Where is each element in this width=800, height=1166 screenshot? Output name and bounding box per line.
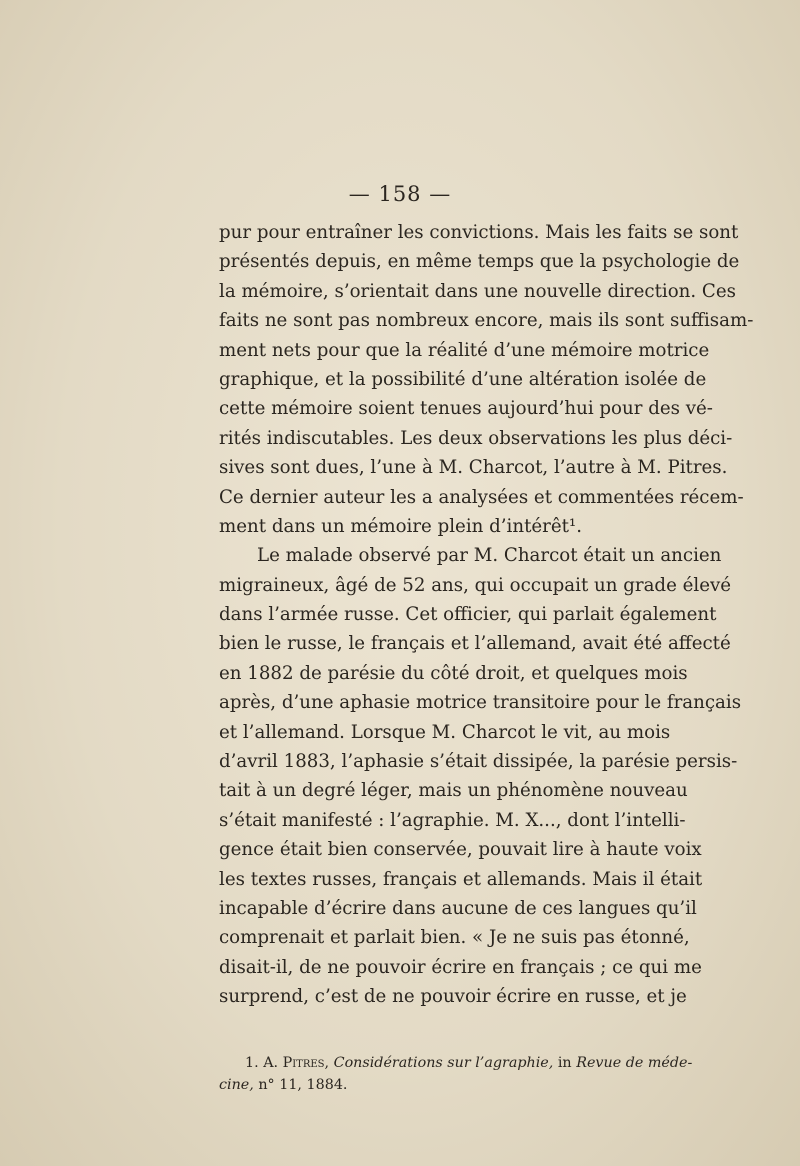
text-line: dans l’armée russe. Cet officier, qui parlait également xyxy=(219,604,717,626)
text-line: cette mémoire soient tenues aujourd’hui pour des vé- xyxy=(219,398,713,420)
text-line: présentés depuis, en même temps que la psychologie de xyxy=(219,251,740,273)
footnote-title: Considérations sur l’agraphie, xyxy=(333,1055,554,1071)
text-line: gence était bien conservée, pouvait lire à haute voix xyxy=(219,839,702,861)
footnote-in: in xyxy=(557,1055,572,1071)
footnote-number: 1. xyxy=(245,1055,259,1071)
text-line: comprenait et parlait bien. « Je ne suis pas étonné, xyxy=(219,927,690,949)
text-line: d’avril 1883, l’aphasie s’était dissipée, la parésie persis- xyxy=(219,751,738,773)
footnote-line-1 xyxy=(219,1052,693,1074)
text-line: Le malade observé par M. Charcot était un ancien xyxy=(257,545,722,567)
text-line: pur pour entraîner les convictions. Mais les faits se sont xyxy=(219,222,739,243)
text-line: tait à un degré léger, mais un phénomène nouveau xyxy=(219,780,688,802)
text-line: ment dans un mémoire plein d’intérêt¹. xyxy=(219,515,582,537)
footnote-author: A. Pitres, xyxy=(263,1055,330,1071)
page-number: — 158 — xyxy=(348,182,452,206)
text-line: bien le russe, le français et l’allemand, avait été affecté xyxy=(219,633,731,655)
text-line: la mémoire, s’orientait dans une nouvelle direction. Ces xyxy=(219,280,736,302)
text-line: faits ne sont pas nombreux encore, mais ils sont suffisam- xyxy=(219,310,754,332)
text-line: en 1882 de parésie du côté droit, et quelques mois xyxy=(219,662,688,684)
text-line: sives sont dues, l’une à M. Charcot, l’autre à M. Pitres. xyxy=(219,457,728,479)
text-line: s’était manifesté : l’agraphie. M. X..., dont l’intelli- xyxy=(219,809,686,831)
text-line: après, d’une aphasie motrice transitoire pour le français xyxy=(219,692,742,714)
text-line: rités indiscutables. Les deux observations les plus déci- xyxy=(219,427,733,449)
text-line: incapable d’écrire dans aucune de ces langues qu’il xyxy=(219,897,697,919)
text-line: les textes russes, français et allemands. Mais il était xyxy=(219,868,703,890)
text-line: ment nets pour que la réalité d’une mémoire motrice xyxy=(219,339,710,361)
text-line: Ce dernier auteur les a analysées et commentées récem- xyxy=(219,486,744,508)
main-text xyxy=(219,218,754,1012)
footnote-journal: Revue de méde- xyxy=(576,1055,693,1071)
footnote-journal-cont: cine, xyxy=(219,1077,254,1093)
text-line: disait-il, de ne pouvoir écrire en français ; ce qui me xyxy=(219,956,702,978)
text-line: surprend, c’est de ne pouvoir écrire en russe, et je xyxy=(219,986,687,1008)
text-line: et l’allemand. Lorsque M. Charcot le vit, au mois xyxy=(219,721,671,743)
footnote-line-2 xyxy=(219,1074,643,1096)
text-line: graphique, et la possibilité d’une altération isolée de xyxy=(219,368,707,390)
footnote xyxy=(219,1052,693,1096)
text-line: migraineux, âgé de 52 ans, qui occupait un grade élevé xyxy=(219,574,732,596)
footnote-issue: n° 11, 1884. xyxy=(258,1077,348,1093)
